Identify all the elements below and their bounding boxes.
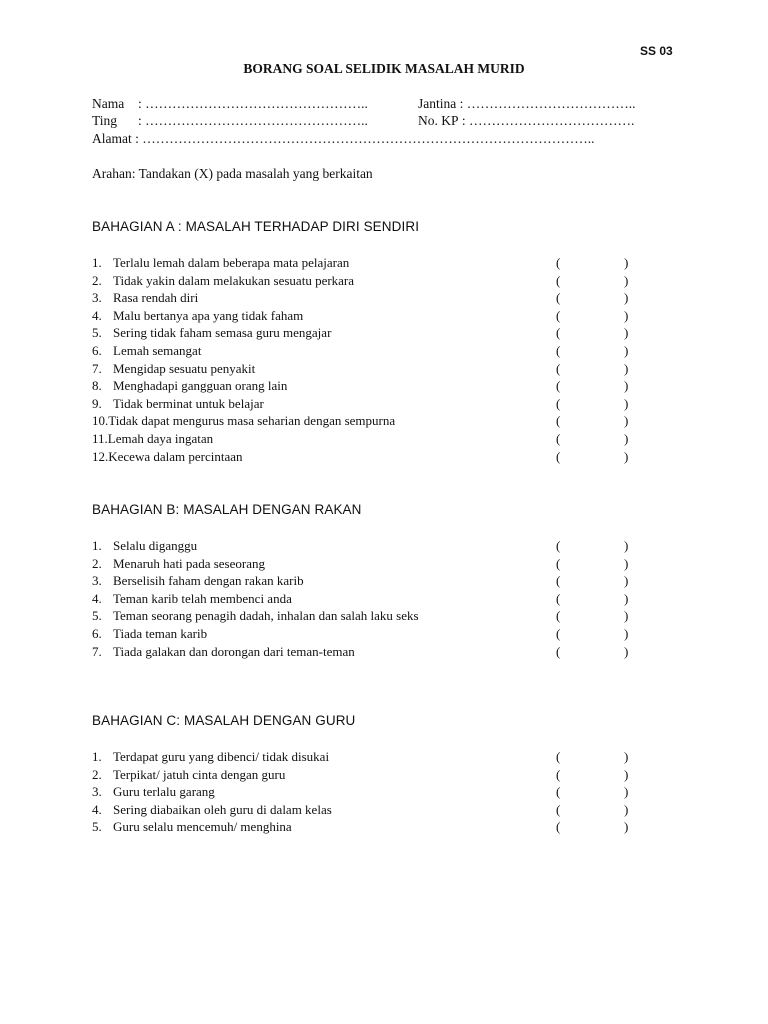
list-item bbox=[92, 448, 652, 466]
list-item bbox=[92, 590, 652, 608]
item-text: Terpikat/ jatuh cinta dengan guru bbox=[113, 766, 286, 782]
list-item bbox=[92, 412, 652, 430]
answer-box-close[interactable]: ) bbox=[624, 431, 629, 446]
page-title: BORANG SOAL SELIDIK MASALAH MURID bbox=[243, 61, 525, 76]
list-item bbox=[92, 307, 652, 325]
field-nokp-label: No. KP bbox=[418, 113, 459, 128]
item-text: Terlalu lemah dalam beberapa mata pelajaran bbox=[113, 255, 350, 270]
item-number: 3. bbox=[92, 784, 102, 800]
field-nama-label: Nama bbox=[92, 96, 125, 111]
answer-box-open[interactable]: ( bbox=[556, 749, 561, 764]
list-item bbox=[92, 537, 652, 555]
form-code: SS 03 bbox=[640, 44, 673, 58]
item-text: Mengidap sesuatu penyakit bbox=[113, 360, 256, 376]
answer-box-open[interactable]: ( bbox=[556, 307, 561, 323]
answer-box-open[interactable]: ( bbox=[556, 573, 561, 589]
answer-box-close[interactable]: ) bbox=[624, 573, 629, 589]
answer-box-open[interactable]: ( bbox=[556, 431, 561, 446]
item-text: Sering tidak faham semasa guru mengajar bbox=[113, 325, 332, 341]
answer-box-close[interactable]: ) bbox=[624, 608, 629, 624]
answer-box-close[interactable]: ) bbox=[624, 343, 629, 358]
list-item bbox=[92, 324, 652, 342]
item-number: 2. bbox=[92, 555, 102, 571]
item-number: 4. bbox=[92, 307, 102, 323]
list-item bbox=[92, 430, 652, 448]
answer-box-open[interactable]: ( bbox=[556, 395, 561, 411]
answer-box-close[interactable]: ) bbox=[624, 626, 629, 641]
answer-box-open[interactable]: ( bbox=[556, 590, 561, 606]
list-item bbox=[92, 555, 652, 573]
list-item bbox=[92, 572, 652, 590]
field-nama-line: : ………………………………………….. bbox=[138, 96, 368, 111]
item-text: Menghadapi gangguan orang lain bbox=[113, 378, 288, 394]
answer-box-close[interactable]: ) bbox=[624, 784, 629, 800]
list-item bbox=[92, 607, 652, 625]
answer-box-open[interactable]: ( bbox=[556, 643, 561, 659]
item-number: 2. bbox=[92, 766, 102, 782]
field-nokp-line: : ………………………………. bbox=[461, 113, 635, 128]
item-number: 5. bbox=[92, 819, 102, 835]
answer-box-close[interactable]: ) bbox=[624, 590, 629, 606]
answer-box-open[interactable]: ( bbox=[556, 626, 561, 641]
item-text: Rasa rendah diri bbox=[113, 290, 199, 306]
answer-box-open[interactable]: ( bbox=[556, 413, 561, 429]
item-number: 6. bbox=[92, 626, 102, 641]
list-item bbox=[92, 818, 652, 836]
item-text: Sering diabaikan oleh guru di dalam kelas bbox=[113, 801, 332, 817]
item-text: Lemah semangat bbox=[113, 343, 202, 358]
field-nokp[interactable] bbox=[418, 113, 634, 129]
list-item bbox=[92, 360, 652, 378]
item-number: 3. bbox=[92, 573, 102, 589]
item-number: 5. bbox=[92, 325, 102, 341]
answer-box-open[interactable]: ( bbox=[556, 784, 561, 800]
section-heading-b: BAHAGIAN B: MASALAH DENGAN RAKAN bbox=[92, 502, 362, 517]
answer-box-close[interactable]: ) bbox=[624, 766, 629, 782]
field-ting-label: Ting bbox=[92, 113, 118, 128]
item-text: Teman karib telah membenci anda bbox=[113, 590, 292, 606]
item-text: 11.Lemah daya ingatan bbox=[92, 431, 214, 446]
instruction: Arahan: Tandakan (X) pada masalah yang berkaitan bbox=[92, 166, 373, 181]
item-text: Tiada galakan dan dorongan dari teman-teman bbox=[113, 643, 355, 659]
field-nama[interactable] bbox=[92, 96, 368, 112]
list-item bbox=[92, 748, 652, 766]
answer-box-open[interactable]: ( bbox=[556, 378, 561, 394]
item-text: 10.Tidak dapat mengurus masa seharian dengan sempurna bbox=[92, 413, 396, 429]
answer-box-close[interactable]: ) bbox=[624, 360, 629, 376]
item-text: Berselisih faham dengan rakan karib bbox=[113, 573, 304, 589]
answer-box-open[interactable]: ( bbox=[556, 555, 561, 571]
answer-box-close[interactable]: ) bbox=[624, 413, 629, 429]
item-number: 2. bbox=[92, 272, 102, 288]
answer-box-open[interactable]: ( bbox=[556, 448, 561, 464]
item-text: Tiada teman karib bbox=[113, 626, 208, 641]
field-jantina-line: : ……………………………….. bbox=[459, 96, 636, 111]
item-text: Malu bertanya apa yang tidak faham bbox=[113, 307, 304, 323]
answer-box-close[interactable]: ) bbox=[624, 749, 629, 764]
answer-box-open[interactable]: ( bbox=[556, 255, 561, 270]
item-number: 9. bbox=[92, 395, 102, 411]
answer-box-open[interactable]: ( bbox=[556, 538, 561, 553]
item-text: Selalu diganggu bbox=[113, 538, 198, 553]
list-item bbox=[92, 289, 652, 307]
answer-box-open[interactable]: ( bbox=[556, 801, 561, 817]
item-text: Menaruh hati pada seseorang bbox=[113, 555, 265, 571]
answer-box-close[interactable]: ) bbox=[624, 538, 629, 553]
list-item bbox=[92, 272, 652, 290]
item-number: 1. bbox=[92, 538, 102, 553]
list-item bbox=[92, 395, 652, 413]
field-jantina[interactable] bbox=[418, 96, 636, 112]
field-alamat-line: : ……………………………………………………………………………………….. bbox=[135, 131, 595, 146]
list-item bbox=[92, 254, 652, 272]
item-number: 8. bbox=[92, 378, 102, 394]
field-ting-line: : ………………………………………….. bbox=[138, 113, 368, 128]
field-alamat-label: Alamat bbox=[92, 131, 132, 146]
item-text: Tidak yakin dalam melakukan sesuatu perkara bbox=[113, 272, 355, 288]
answer-box-close[interactable]: ) bbox=[624, 378, 629, 394]
field-ting[interactable] bbox=[92, 113, 368, 129]
item-number: 1. bbox=[92, 749, 102, 764]
answer-box-close[interactable]: ) bbox=[624, 325, 629, 341]
answer-box-open[interactable]: ( bbox=[556, 272, 561, 288]
list-item bbox=[92, 801, 652, 819]
item-number: 1. bbox=[92, 255, 102, 270]
answer-box-close[interactable]: ) bbox=[624, 290, 629, 306]
answer-box-close[interactable]: ) bbox=[624, 255, 629, 270]
list-item bbox=[92, 766, 652, 784]
list-item bbox=[92, 342, 652, 360]
item-number: 6. bbox=[92, 343, 102, 358]
section-heading-c: BAHAGIAN C: MASALAH DENGAN GURU bbox=[92, 713, 356, 728]
answer-box-open[interactable]: ( bbox=[556, 360, 561, 376]
item-number: 4. bbox=[92, 801, 102, 817]
field-alamat[interactable] bbox=[92, 131, 595, 147]
answer-box-open[interactable]: ( bbox=[556, 325, 561, 341]
answer-box-close[interactable]: ) bbox=[624, 395, 629, 411]
list-item bbox=[92, 625, 652, 643]
item-text: Guru selalu mencemuh/ menghina bbox=[113, 819, 292, 835]
item-text: Teman seorang penagih dadah, inhalan dan salah laku seks bbox=[113, 608, 419, 624]
answer-box-open[interactable]: ( bbox=[556, 819, 561, 835]
answer-box-close[interactable]: ) bbox=[624, 272, 629, 288]
answer-box-open[interactable]: ( bbox=[556, 608, 561, 624]
field-jantina-label: Jantina bbox=[418, 96, 457, 111]
item-number: 7. bbox=[92, 643, 102, 659]
item-text: Tidak berminat untuk belajar bbox=[113, 395, 264, 411]
list-item bbox=[92, 377, 652, 395]
item-number: 5. bbox=[92, 608, 102, 624]
answer-box-close[interactable]: ) bbox=[624, 555, 629, 571]
answer-box-close[interactable]: ) bbox=[624, 307, 629, 323]
answer-box-close[interactable]: ) bbox=[624, 643, 629, 659]
item-text: Guru terlalu garang bbox=[113, 784, 215, 800]
answer-box-close[interactable]: ) bbox=[624, 448, 629, 464]
section-heading-a: BAHAGIAN A : MASALAH TERHADAP DIRI SENDIRI bbox=[92, 219, 420, 234]
item-text: Terdapat guru yang dibenci/ tidak disukai bbox=[113, 749, 330, 764]
item-number: 3. bbox=[92, 290, 102, 306]
answer-box-close[interactable]: ) bbox=[624, 801, 629, 817]
answer-box-open[interactable]: ( bbox=[556, 343, 561, 358]
item-number: 4. bbox=[92, 590, 102, 606]
answer-box-open[interactable]: ( bbox=[556, 290, 561, 306]
answer-box-open[interactable]: ( bbox=[556, 766, 561, 782]
item-text: 12.Kecewa dalam percintaan bbox=[92, 448, 243, 464]
item-number: 7. bbox=[92, 360, 102, 376]
answer-box-close[interactable]: ) bbox=[624, 819, 629, 835]
list-item bbox=[92, 783, 652, 801]
list-item bbox=[92, 643, 652, 661]
